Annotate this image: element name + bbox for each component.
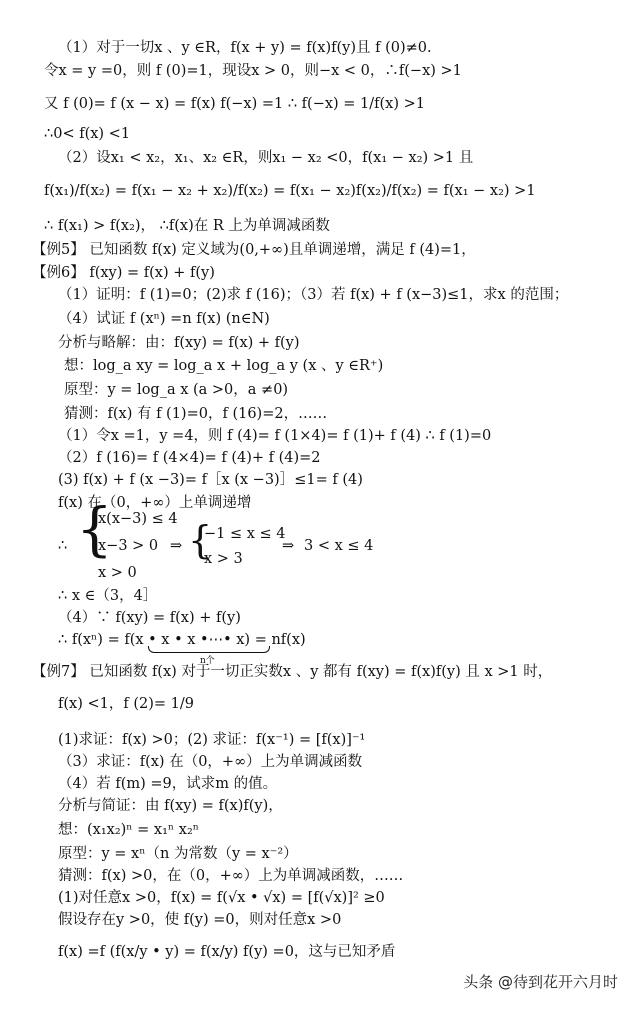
text-line-9: 【例6】 f(xy) = f(x) + f(y) [32, 265, 215, 281]
text-line-11: （4）试证 f (xⁿ) =n f(x) (n∈N) [58, 311, 270, 327]
text-line-24: f(x) <1，f (2)= 1/9 [58, 696, 194, 712]
text-line-14: 原型：y = log_a x (a >0，a ≠0) [64, 382, 289, 398]
text-line-23: 【例7】 已知函数 f(x) 对于一切正实数x 、y 都有 f(xy) = f(x)f(y) 且 x >1 时， [32, 664, 553, 680]
text-line-33: 假设存在y >0，使 f(y) =0，则对任意x >0 [58, 912, 342, 928]
watermark: 头条 @待到花开六月时 [463, 973, 618, 991]
text-line-20: ∴ x ∈（3，4］ [58, 588, 158, 604]
text-line-28: 分析与简证：由 f(xy) = f(x)f(y)， [58, 798, 283, 814]
text-line-34: f(x) =f (f(x/y • y) = f(x/y) f(y) =0，这与已知矛盾 [58, 944, 396, 960]
text-line-2: 令x = y =0，则 f (0)=1，现设x > 0，则−x < 0，∴f(−x) >1 [44, 63, 462, 79]
text-line-1: （1）对于一切x 、y ∈R，f(x + y) = f(x)f(y)且 f (0)≠0. [58, 40, 432, 56]
text-line-21: （4）∵ f(xy) = f(x) + f(y) [58, 610, 241, 626]
implies-arrow-1: ⇒ [170, 538, 183, 554]
system-result: 3 < x ≤ 4 [304, 538, 374, 554]
text-line-32: (1)对任意x >0，f(x) = f(√x • √x) = [f(√x)]² ≥0 [58, 890, 385, 906]
underbrace [148, 646, 270, 653]
text-line-15: 猜测：f(x) 有 f (1)=0，f (16)=2，…… [64, 406, 328, 422]
text-line-3: 又 f (0)= f (x − x) = f(x) f(−x) =1 ∴ f(−x) = 1/f(x) >1 [44, 96, 425, 112]
text-line-10: （1）证明：f (1)=0；(2)求 f (16)；（3）若 f(x) + f (x−3)≤1，求x 的范围； [58, 287, 569, 303]
system-right-row-1: −1 ≤ x ≤ 4 [204, 526, 286, 542]
text-line-18: (3) f(x) + f (x −3)= f［x (x −3)］≤1= f (4) [58, 472, 363, 488]
left-brace: { [76, 495, 113, 563]
text-line-25: (1)求证：f(x) >0；(2) 求证：f(x⁻¹) = [f(x)]⁻¹ [58, 732, 366, 748]
text-line-4: ∴0< f(x) <1 [44, 126, 131, 142]
text-line-5: （2）设x₁ < x₂，x₁、x₂ ∈R，则x₁ − x₂ <0，f(x₁ − x₂) >1 且 [58, 150, 474, 166]
system-row-1: x(x−3) ≤ 4 [98, 511, 178, 527]
text-line-19: f(x) 在（0，+∞）上单调递增 [58, 495, 252, 511]
underbrace-label: n个 [200, 656, 215, 666]
text-line-6: f(x₁)/f(x₂) = f(x₁ − x₂ + x₂)/f(x₂) = f(x₁ − x₂)f(x₂)/f(x₂) = f(x₁ − x₂) >1 [44, 183, 536, 199]
text-line-22: ∴ f(xⁿ) = f(x • x • x •⋯• x) = nf(x) [58, 632, 306, 648]
implies-arrow-2: ⇒ [282, 538, 295, 554]
text-line-16: （1）令x =1，y =4，则 f (4)= f (1×4)= f (1)+ f (4) ∴ f (1)=0 [58, 428, 492, 444]
right-brace: { [188, 518, 213, 562]
text-line-26: （3）求证：f(x) 在（0，+∞）上为单调减函数 [58, 754, 363, 770]
text-line-17: （2）f (16)= f (4×4)= f (4)+ f (4)=2 [58, 450, 321, 466]
text-line-27: （4）若 f(m) =9，试求m 的值。 [58, 776, 278, 792]
text-line-31: 猜测：f(x) >0，在（0，+∞）上为单调减函数，…… [58, 868, 404, 884]
text-line-8: 【例5】 已知函数 f(x) 定义域为(0,+∞)且单调递增，满足 f (4)=1， [32, 242, 476, 258]
text-line-7: ∴ f(x₁) > f(x₂)， ∴f(x)在 R 上为单调减函数 [44, 218, 330, 234]
therefore-symbol: ∴ [58, 538, 68, 554]
text-line-13: 想：log_a xy = log_a x + log_a y (x 、y ∈R⁺) [64, 358, 384, 374]
system-right-row-2: x > 3 [204, 551, 243, 567]
system-row-3: x > 0 [98, 565, 137, 581]
text-line-29: 想：(x₁x₂)ⁿ = x₁ⁿ x₂ⁿ [58, 822, 200, 838]
text-line-30: 原型：y = xⁿ（n 为常数（y = x⁻²） [58, 846, 298, 862]
system-row-2: x−3 > 0 [98, 538, 159, 554]
text-line-12: 分析与略解：由：f(xy) = f(x) + f(y) [58, 335, 300, 351]
